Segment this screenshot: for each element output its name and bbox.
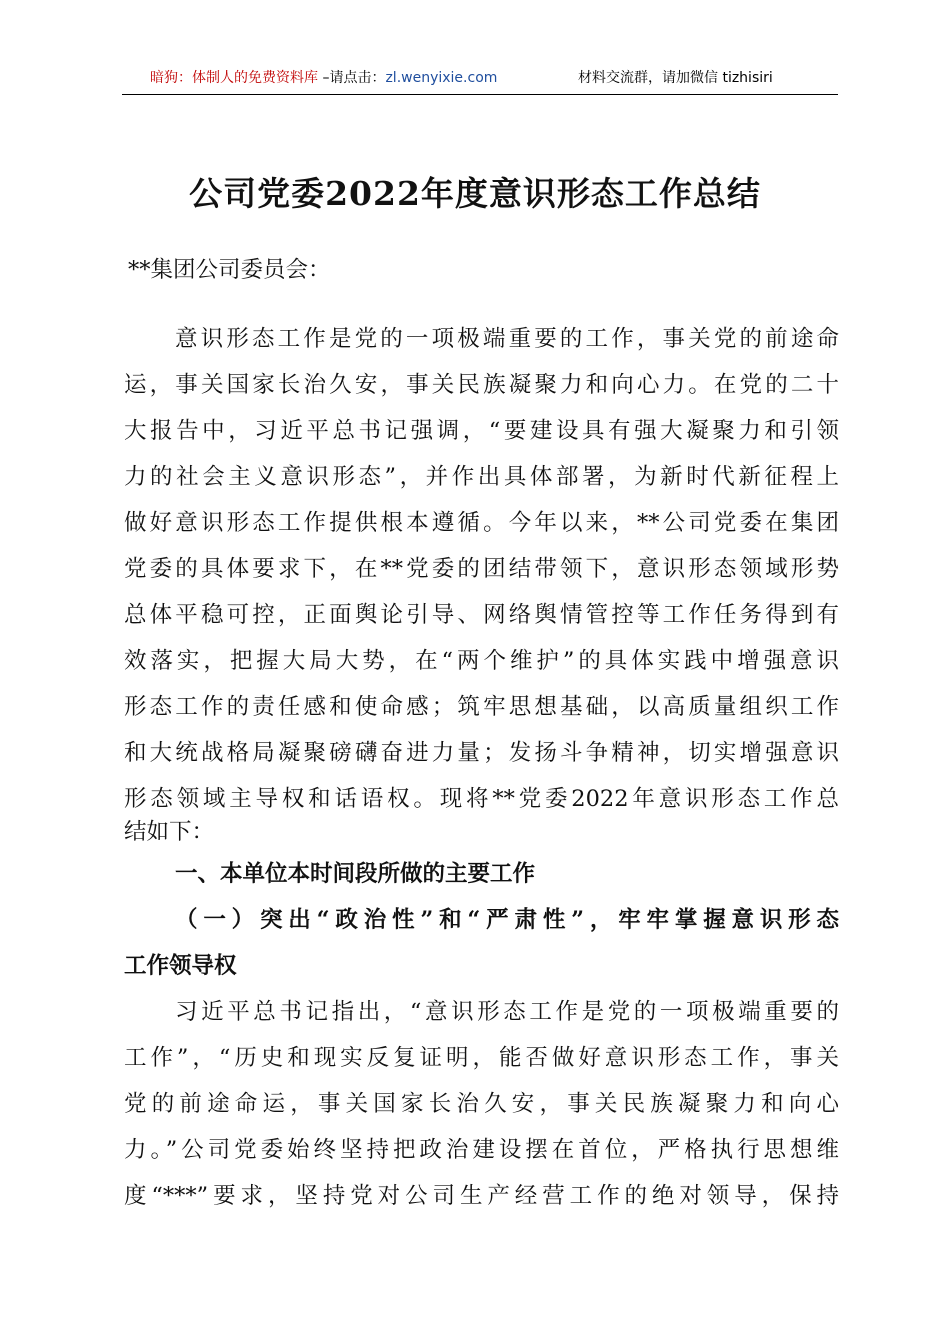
header-group-info: 材料交流群，请加微信 tizhisiri bbox=[578, 70, 773, 86]
body-line: 力的社会主义意识形态”，并作出具体部署，为新时代新征程上 bbox=[124, 464, 839, 490]
subsection-heading-1: （一）突出“政治性”和“严肃性”，牢牢掌握意识形态 bbox=[175, 907, 839, 933]
body-line: 工作”，“历史和现实反复证明，能否做好意识形态工作，事关 bbox=[124, 1045, 839, 1071]
page-header bbox=[122, 66, 838, 95]
header-click-prefix: –请点击： bbox=[318, 70, 386, 86]
body-line: 大报告中，习近平总书记强调，“要建设具有强大凝聚力和引领 bbox=[124, 418, 839, 444]
subsection-heading-1-cont: 工作领导权 bbox=[124, 953, 237, 979]
header-url-link[interactable]: zl.wenyixie.com bbox=[385, 70, 498, 86]
body-line: 形态领域主导权和话语权。现将**党委2022年意识形态工作总 bbox=[124, 786, 839, 812]
body-line: 效落实，把握大局大势，在“两个维护”的具体实践中增强意识 bbox=[124, 648, 839, 674]
body-line: 度“***”要求，坚持党对公司生产经营工作的绝对领导，保持 bbox=[124, 1183, 839, 1209]
body-line: 结如下： bbox=[124, 819, 215, 845]
document-title: 公司党委2022年度意识形态工作总结 bbox=[189, 174, 761, 213]
body-line: 做好意识形态工作提供根本遵循。今年以来，**公司党委在集团 bbox=[124, 510, 839, 536]
body-line: 形态工作的责任感和使命感；筑牢思想基础，以高质量组织工作 bbox=[124, 694, 839, 720]
section-heading-1: 一、本单位本时间段所做的主要工作 bbox=[175, 861, 536, 887]
body-line: 习近平总书记指出，“意识形态工作是党的一项极端重要的 bbox=[175, 999, 839, 1025]
body-line: 意识形态工作是党的一项极端重要的工作，事关党的前途命 bbox=[175, 326, 839, 352]
header-brand: 暗狗：体制人的免费资料库 bbox=[150, 70, 318, 86]
body-line: 党的前途命运，事关国家长治久安，事关民族凝聚力和向心 bbox=[124, 1091, 839, 1117]
header-brand-line bbox=[150, 66, 497, 90]
body-line: 和大统战格局凝聚磅礴奋进力量；发扬斗争精神，切实增强意识 bbox=[124, 740, 839, 766]
body-line: 党委的具体要求下，在**党委的团结带领下，意识形态领域形势 bbox=[124, 556, 839, 582]
body-line: 力。”公司党委始终坚持把政治建设摆在首位，严格执行思想维 bbox=[124, 1137, 839, 1163]
body-line: 运，事关国家长治久安，事关民族凝聚力和向心力。在党的二十 bbox=[124, 372, 839, 398]
salutation: **集团公司委员会： bbox=[128, 257, 331, 283]
body-line: 总体平稳可控，正面舆论引导、网络舆情管控等工作任务得到有 bbox=[124, 602, 839, 628]
